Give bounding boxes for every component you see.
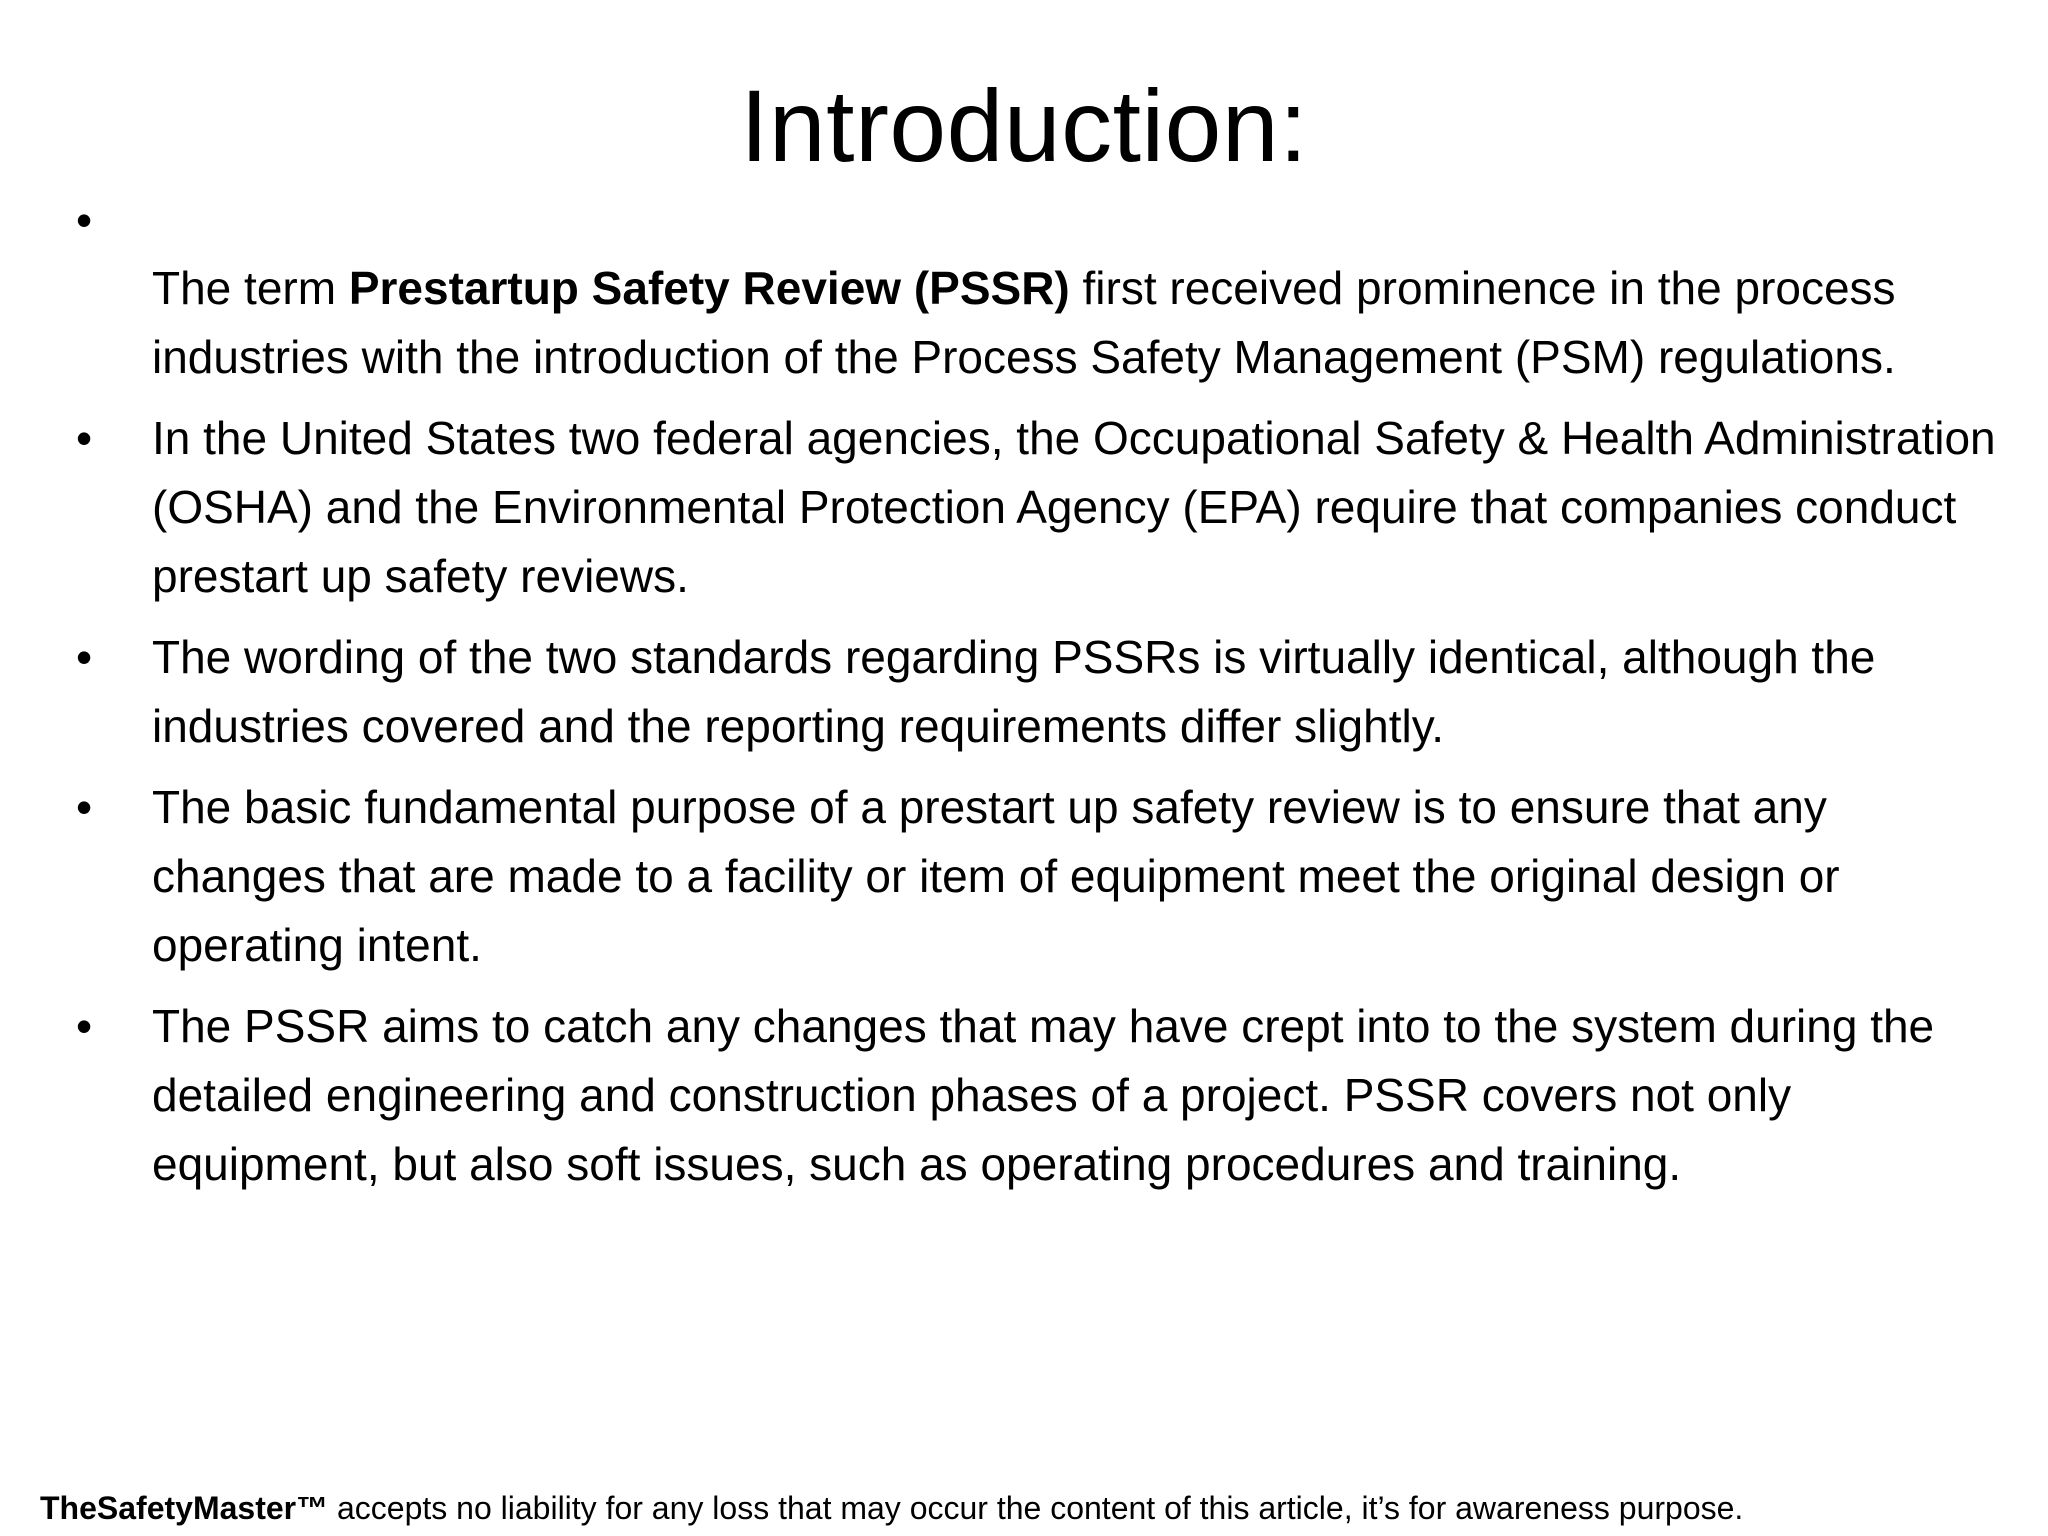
bullet-icon: •	[76, 194, 93, 246]
bullet-item-fundamental-purpose	[64, 773, 2004, 980]
slide-title: Introduction:	[740, 69, 1308, 183]
bullet-text	[152, 188, 2004, 392]
bullet-text: In the United States two federal agencies, the Occupational Safety & Health Administration (OSHA) and the Environmental Protection Agency (EPA) require that companies conduct prestart up safety reviews.	[152, 412, 1996, 602]
footer-disclaimer	[40, 1488, 2008, 1528]
bullet-text: The wording of the two standards regarding PSSRs is virtually identical, although the industries covered and the reporting requirements differ slightly.	[152, 631, 1876, 752]
bullet-icon: •	[76, 631, 93, 683]
bullet-text: The PSSR aims to catch any changes that may have crept into to the system during the detailed engineering and construction phases of a project. PSSR covers not only equipment, but also soft issues, such as operating procedures and training.	[152, 1000, 1935, 1190]
bullet-list	[64, 188, 2004, 1199]
bullet-text-suffix: first received prominence in the process industries with the introduction of the Process Safety Management (PSM) regulations.	[152, 262, 1896, 383]
bullet-text-bold-term: Prestartup Safety Review (PSSR)	[348, 262, 1070, 314]
bullet-item-pssr-term	[64, 188, 2004, 392]
footer-brand: TheSafetyMaster™	[40, 1490, 329, 1526]
footer-text: accepts no liability for any loss that may occur the content of this article, it’s for awareness purpose.	[328, 1490, 1744, 1526]
bullet-text: The basic fundamental purpose of a prestart up safety review is to ensure that any changes that are made to a facility or item of equipment meet the original design or operating intent.	[152, 781, 1840, 971]
bullet-icon: •	[76, 781, 93, 833]
bullet-item-pssr-aims	[64, 992, 2004, 1199]
bullet-text-prefix: The term	[152, 262, 349, 314]
bullet-item-federal-agencies	[64, 404, 2004, 611]
bullet-icon: •	[76, 412, 93, 464]
bullet-item-standards-wording	[64, 623, 2004, 761]
bullet-icon: •	[76, 1000, 93, 1052]
